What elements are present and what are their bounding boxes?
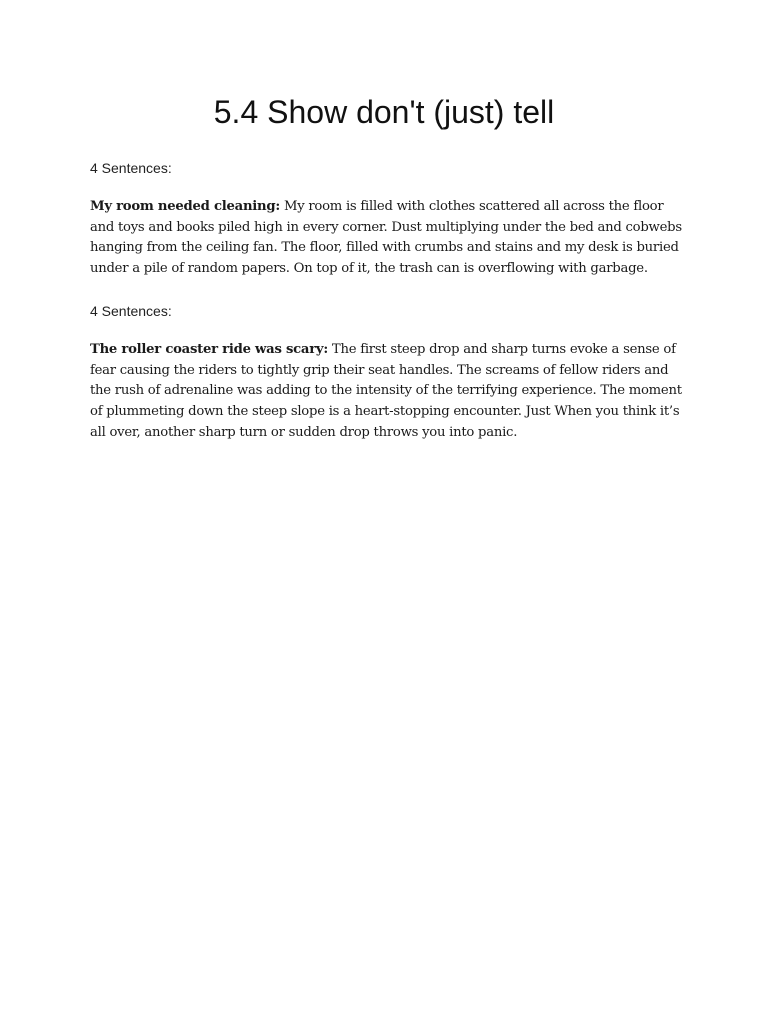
paragraph-body: The first steep drop and sharp turns evoke a sense of fear causing the riders to tightly grip their seat handles. The screams of fellow riders and the rush of adrenaline was adding to the intensity of the terrifying experience. The moment of plummeting down the steep slope is a heart-stopping encounter. Just When you think it’s all over, another sharp turn or sudden drop throws you into panic. (90, 342, 682, 440)
paragraph-body: My room is filled with clothes scattered all across the floor and toys and books piled high in every corner. Dust multiplying under the bed and cobwebs hanging from the ceiling fan. The floor, filled with crumbs and stains and my desk is buried under a pile of random papers. On top of it, the trash can is overflowing with garbage. (90, 199, 682, 277)
section-label: 4 Sentences: (90, 303, 172, 319)
page-title: 5.4 Show don't (just) tell (213, 94, 555, 130)
paragraph-roller-coaster (90, 340, 682, 444)
paragraph-room (90, 197, 682, 280)
paragraph-lead: My room needed cleaning: (90, 199, 280, 214)
paragraph-lead: The roller coaster ride was scary: (90, 342, 328, 357)
section-label: 4 Sentences: (90, 160, 172, 176)
